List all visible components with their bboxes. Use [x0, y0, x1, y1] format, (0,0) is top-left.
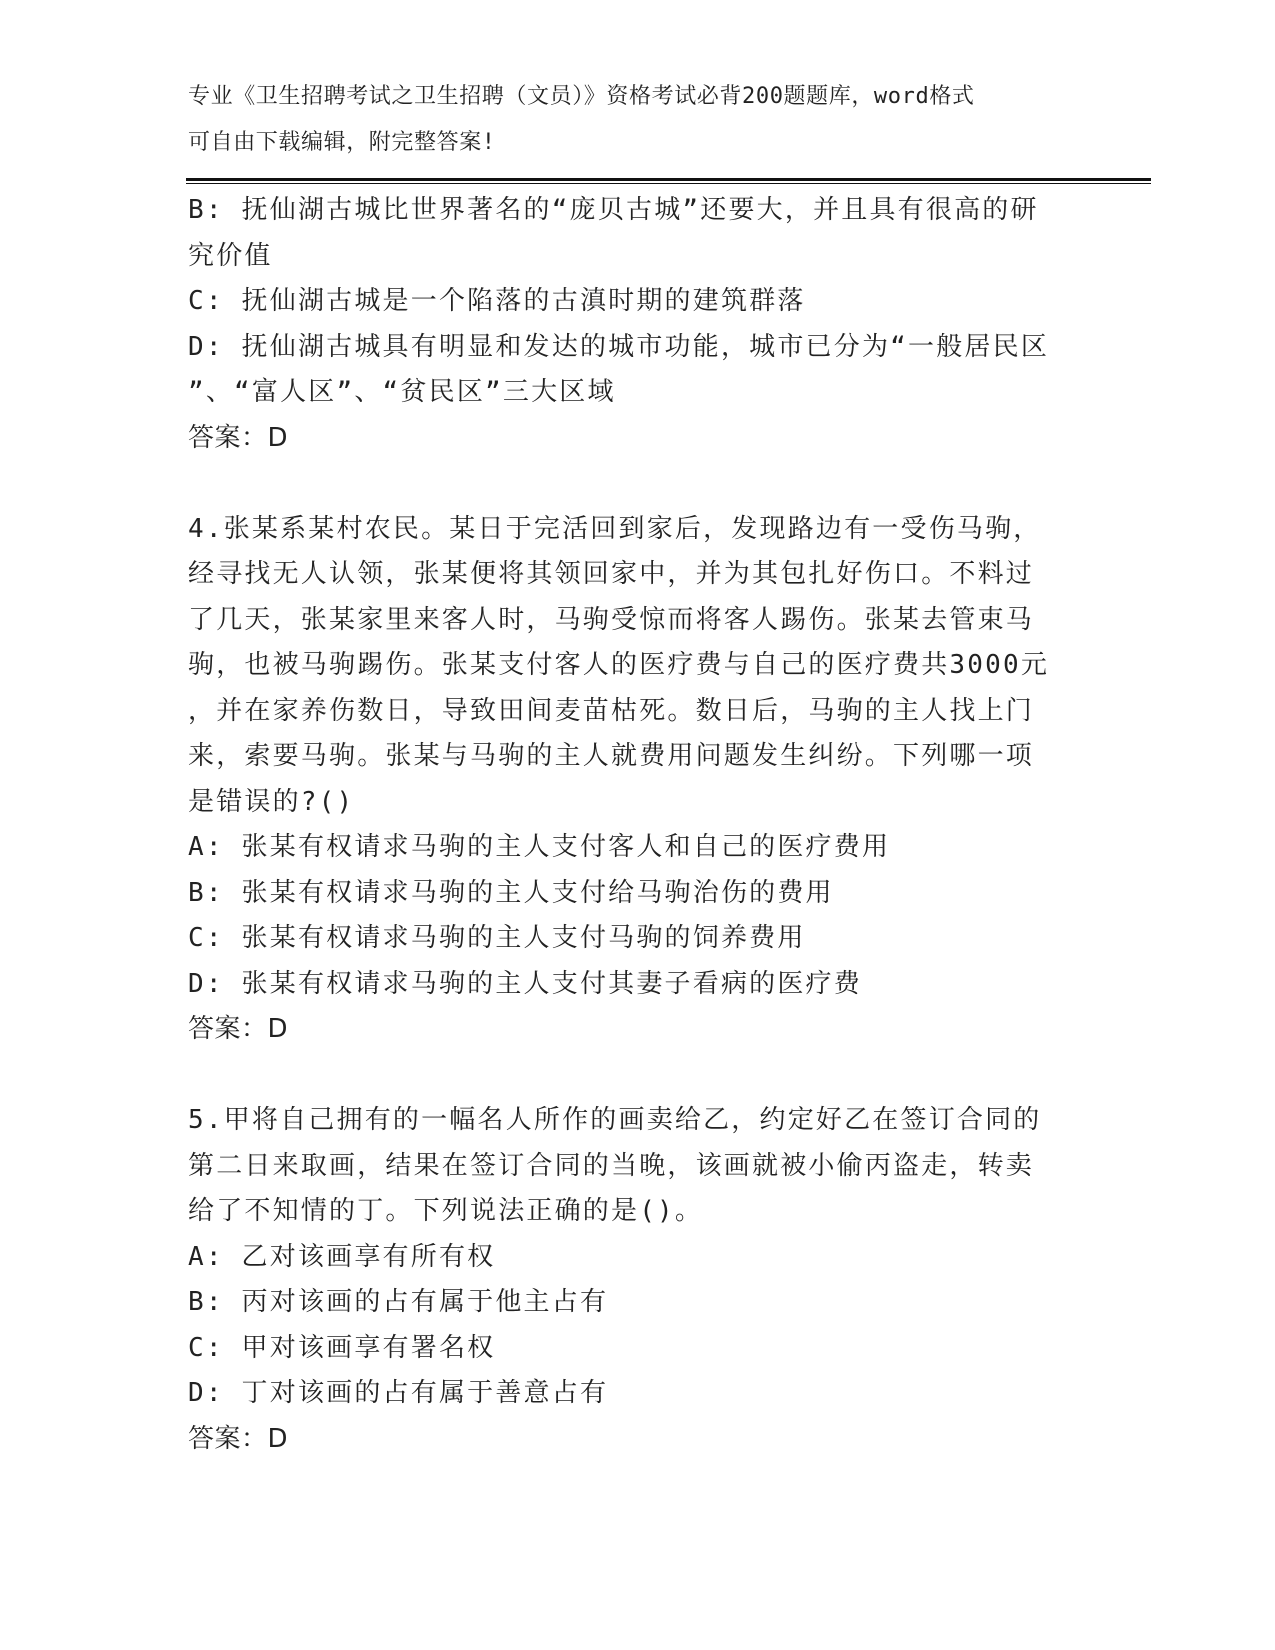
document-body: [188, 188, 1078, 1462]
header-divider: [186, 178, 1151, 181]
question-stem-line: 经寻找无人认领，张某便将其领回家中，并为其包扎好伤口。不料过: [188, 559, 1035, 589]
option-c: C: 抚仙湖古城是一个陷落的古滇时期的建筑群落: [188, 286, 806, 316]
answer: 答案：D: [188, 1423, 289, 1454]
option-a: A: 张某有权请求马驹的主人支付客人和自己的医疗费用: [188, 832, 891, 862]
option-b: B: 抚仙湖古城比世界著名的“庞贝古城”还要大，并且具有很高的研: [188, 195, 1039, 225]
question-stem-line: 是错误的?(): [188, 786, 355, 817]
option-b-continued: 究价值: [188, 240, 273, 271]
question-stem-line: 给了不知情的丁。下列说法正确的是()。: [188, 1196, 704, 1226]
answer: 答案：D: [188, 422, 289, 453]
question-3-tail: [188, 188, 1078, 461]
spacer: [188, 1053, 1078, 1099]
option-c: C: 甲对该画享有署名权: [188, 1332, 496, 1363]
spacer: [188, 461, 1078, 507]
option-d-continued: ”、“富人区”、“贫民区”三大区域: [188, 377, 616, 407]
option-c: C: 张某有权请求马驹的主人支付马驹的饲养费用: [188, 923, 806, 953]
question-stem-line: ，并在家养伤数日，导致田间麦苗枯死。数日后，马驹的主人找上门: [188, 695, 1035, 726]
header-divider-thin: [186, 183, 1151, 184]
question-4: [188, 507, 1078, 1053]
header-line: 专业《卫生招聘考试之卫生招聘（文员）》资格考试必背200题题库，word格式: [188, 84, 975, 109]
question-5: [188, 1098, 1078, 1462]
answer: 答案：D: [188, 1014, 289, 1044]
question-stem-line: 驹，也被马驹踢伤。张某支付客人的医疗费与自己的医疗费共3000元: [188, 650, 1050, 680]
question-stem-line: 第二日来取画，结果在签订合同的当晚，该画就被小偷丙盗走，转卖: [188, 1150, 1035, 1181]
page-header: [188, 74, 1088, 165]
question-stem-line: 了几天，张某家里来客人时，马驹受惊而将客人踢伤。张某去管束马: [188, 604, 1035, 635]
option-d: D: 丁对该画的占有属于善意占有: [188, 1378, 609, 1408]
question-stem-line: 5.甲将自己拥有的一幅名人所作的画卖给乙，约定好乙在签订合同的: [188, 1105, 1042, 1135]
option-d: D: 抚仙湖古城具有明显和发达的城市功能，城市已分为“一般居民区: [188, 331, 1050, 362]
option-b: B: 张某有权请求马驹的主人支付给马驹治伤的费用: [188, 877, 834, 908]
question-stem-line: 4.张某系某村农民。某日于完活回到家后，发现路边有一受伤马驹，: [188, 513, 1042, 544]
header-line: 可自由下载编辑，附完整答案!: [188, 129, 496, 155]
option-a: A: 乙对该画享有所有权: [188, 1241, 496, 1272]
question-stem-line: 来，索要马驹。张某与马驹的主人就费用问题发生纠纷。下列哪一项: [188, 741, 1035, 771]
option-b: B: 丙对该画的占有属于他主占有: [188, 1287, 609, 1317]
option-d: D: 张某有权请求马驹的主人支付其妻子看病的医疗费: [188, 968, 862, 999]
